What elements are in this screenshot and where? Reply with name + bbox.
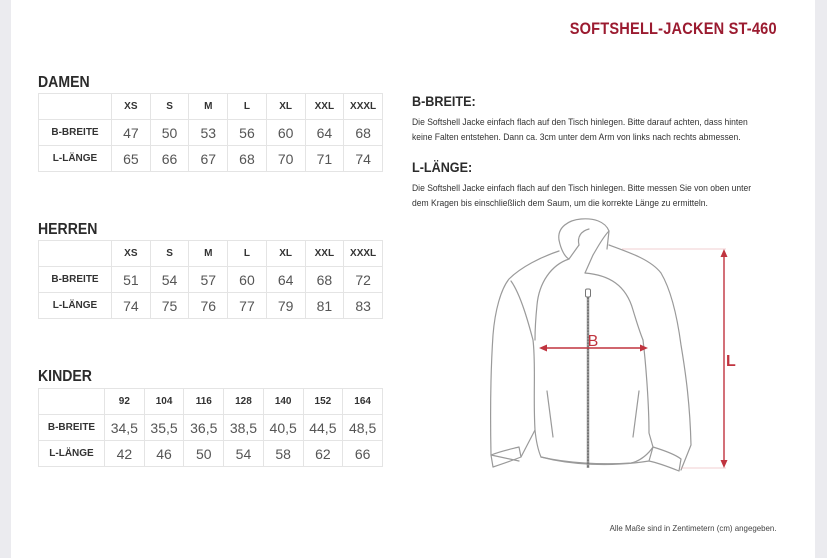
value-cell: 48,5 — [343, 415, 383, 441]
size-header: XL — [266, 241, 305, 267]
size-header: XL — [266, 94, 305, 120]
length-measure-label: L — [726, 353, 736, 370]
section-title-damen: DAMEN — [38, 74, 90, 91]
size-header: 104 — [144, 389, 184, 415]
table-row — [39, 293, 383, 319]
value-cell: 36,5 — [184, 415, 224, 441]
size-table-kinder — [38, 388, 383, 467]
value-cell: 83 — [344, 293, 383, 319]
value-cell: 35,5 — [144, 415, 184, 441]
size-header: XXXL — [344, 241, 383, 267]
value-cell: 72 — [344, 267, 383, 293]
size-header: 140 — [263, 389, 303, 415]
value-cell: 54 — [224, 441, 264, 467]
row-label: L-LÄNGE — [39, 441, 105, 467]
value-cell: 46 — [144, 441, 184, 467]
size-header: 152 — [303, 389, 343, 415]
document-title: SOFTSHELL-JACKEN ST-460 — [569, 19, 777, 38]
value-cell: 38,5 — [224, 415, 264, 441]
value-cell: 58 — [263, 441, 303, 467]
value-cell: 62 — [303, 441, 343, 467]
row-label: B-BREITE — [39, 415, 105, 441]
size-header: L — [228, 241, 267, 267]
footnote: Alle Maße sind in Zentimetern (cm) angegeben. — [610, 523, 777, 533]
corner-cell — [39, 389, 105, 415]
value-cell: 56 — [228, 120, 267, 146]
value-cell: 60 — [266, 120, 305, 146]
zipper — [586, 289, 591, 468]
table-header-row — [39, 241, 383, 267]
value-cell: 50 — [184, 441, 224, 467]
size-header: 92 — [105, 389, 145, 415]
value-cell: 44,5 — [303, 415, 343, 441]
value-cell: 67 — [189, 146, 228, 172]
table-row — [39, 415, 383, 441]
value-cell: 40,5 — [263, 415, 303, 441]
table-row — [39, 120, 383, 146]
value-cell: 50 — [150, 120, 189, 146]
value-cell: 81 — [305, 293, 344, 319]
table-row — [39, 267, 383, 293]
size-table-damen — [38, 93, 383, 172]
width-measure-label: B — [587, 333, 599, 350]
laenge-text: Die Softshell Jacke einfach flach auf den Tisch hinlegen. Bitte messen Sie von oben unter dem Kragen bis einschließlich dem Saum, um die korrekte Länge zu ermitteln. — [412, 183, 752, 208]
section-title-herren: HERREN — [38, 221, 98, 238]
size-header: L — [228, 94, 267, 120]
breite-title: B-BREITE: — [412, 93, 476, 109]
value-cell: 79 — [266, 293, 305, 319]
laenge-title: L-LÄNGE: — [412, 159, 473, 175]
size-header: XXL — [305, 94, 344, 120]
value-cell: 76 — [189, 293, 228, 319]
value-cell: 42 — [105, 441, 145, 467]
value-cell: 75 — [150, 293, 189, 319]
section-title-kinder: KINDER — [38, 368, 92, 385]
value-cell: 65 — [112, 146, 151, 172]
value-cell: 53 — [189, 120, 228, 146]
table-row — [39, 441, 383, 467]
corner-cell — [39, 94, 112, 120]
value-cell: 66 — [343, 441, 383, 467]
value-cell: 51 — [112, 267, 151, 293]
size-header: 116 — [184, 389, 224, 415]
value-cell: 64 — [305, 120, 344, 146]
size-header: 164 — [343, 389, 383, 415]
table-row — [39, 146, 383, 172]
size-header: M — [189, 94, 228, 120]
value-cell: 66 — [150, 146, 189, 172]
table-header-row — [39, 389, 383, 415]
size-header: M — [189, 241, 228, 267]
jacket-outline-icon — [481, 215, 751, 480]
value-cell: 68 — [344, 120, 383, 146]
table-header-row — [39, 94, 383, 120]
value-cell: 60 — [228, 267, 267, 293]
value-cell: 64 — [266, 267, 305, 293]
size-header: XXXL — [344, 94, 383, 120]
value-cell: 68 — [305, 267, 344, 293]
value-cell: 47 — [112, 120, 151, 146]
value-cell: 70 — [266, 146, 305, 172]
breite-text: Die Softshell Jacke einfach flach auf den Tisch hinlegen. Bitte darauf achten, dass hinten keine Falten entstehen. Dann ca. 3cm unter dem Arm von links nach rechts abmessen. — [412, 117, 748, 142]
row-label: L-LÄNGE — [39, 293, 112, 319]
size-table-herren — [38, 240, 383, 319]
size-header: XS — [112, 94, 151, 120]
corner-cell — [39, 241, 112, 267]
size-header: S — [150, 241, 189, 267]
size-chart-page — [11, 0, 815, 558]
row-label: B-BREITE — [39, 267, 112, 293]
row-label: L-LÄNGE — [39, 146, 112, 172]
value-cell: 71 — [305, 146, 344, 172]
value-cell: 68 — [228, 146, 267, 172]
size-header: XXL — [305, 241, 344, 267]
row-label: B-BREITE — [39, 120, 112, 146]
value-cell: 34,5 — [105, 415, 145, 441]
size-header: S — [150, 94, 189, 120]
value-cell: 74 — [112, 293, 151, 319]
size-header: XS — [112, 241, 151, 267]
length-measure-line — [622, 249, 728, 468]
value-cell: 54 — [150, 267, 189, 293]
value-cell: 74 — [344, 146, 383, 172]
value-cell: 57 — [189, 267, 228, 293]
size-header: 128 — [224, 389, 264, 415]
value-cell: 77 — [228, 293, 267, 319]
